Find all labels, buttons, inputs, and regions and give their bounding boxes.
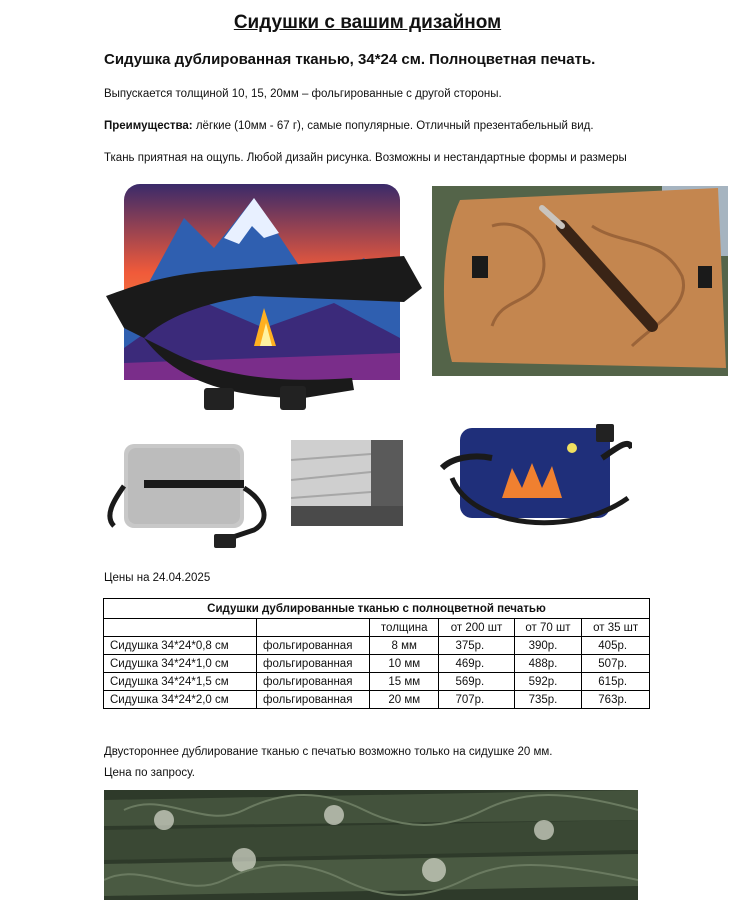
table-row	[104, 637, 650, 655]
thickness-line: Выпускается толщиной 10, 15, 20мм – фольгированные с другой стороны.	[104, 88, 502, 100]
row-price-35: 763р.	[582, 691, 650, 709]
double-sided-note: Двустороннее дублирование тканью с печатью возможно только на сидушке 20 мм.	[104, 746, 553, 758]
fabric-line: Ткань приятная на ощупь. Любой дизайн рисунка. Возможны и нестандартные формы и размеры	[104, 152, 627, 164]
map-seat-photo	[432, 186, 728, 376]
prices-date: Цены на 24.04.2025	[104, 572, 211, 584]
table-row	[104, 691, 650, 709]
header-cell: от 200 шт	[439, 619, 514, 637]
header-cell	[257, 619, 370, 637]
product-subtitle: Сидушка дублированная тканью, 34*24 см. Полноцветная печать.	[104, 51, 596, 68]
header-cell: от 35 шт	[582, 619, 650, 637]
table-header-row	[104, 619, 650, 637]
row-type: фольгированная	[257, 691, 370, 709]
row-thickness: 8 мм	[370, 637, 439, 655]
advantages-label: Преимущества:	[104, 120, 193, 132]
row-price-70: 735р.	[514, 691, 582, 709]
row-price-200: 375р.	[439, 637, 514, 655]
header-cell: толщина	[370, 619, 439, 637]
row-price-35: 615р.	[582, 673, 650, 691]
row-name: Сидушка 34*24*1,0 см	[104, 655, 257, 673]
row-type: фольгированная	[257, 655, 370, 673]
advantages-text: лёгкие (10мм - 67 г), самые популярные. Отличный презентабельный вид.	[192, 120, 594, 132]
price-request-note: Цена по запросу.	[104, 767, 195, 779]
row-price-200: 569р.	[439, 673, 514, 691]
page-title: Сидушки с вашим дизайном	[233, 12, 502, 33]
header-cell	[104, 619, 257, 637]
row-thickness: 15 мм	[370, 673, 439, 691]
foil-closeup-photo	[291, 440, 403, 526]
row-thickness: 10 мм	[370, 655, 439, 673]
row-type: фольгированная	[257, 637, 370, 655]
mountain-seat-photo	[104, 178, 430, 418]
packaged-seats-photo	[104, 790, 638, 900]
row-type: фольгированная	[257, 673, 370, 691]
row-price-70: 488р.	[514, 655, 582, 673]
row-price-200: 707р.	[439, 691, 514, 709]
row-price-200: 469р.	[439, 655, 514, 673]
row-thickness: 20 мм	[370, 691, 439, 709]
row-price-35: 507р.	[582, 655, 650, 673]
row-name: Сидушка 34*24*1,5 см	[104, 673, 257, 691]
fox-seat-photo	[432, 418, 632, 548]
header-cell: от 70 шт	[514, 619, 582, 637]
row-name: Сидушка 34*24*0,8 см	[104, 637, 257, 655]
row-price-35: 405р.	[582, 637, 650, 655]
price-table	[103, 598, 650, 709]
table-row	[104, 673, 650, 691]
advantages-line	[104, 120, 594, 132]
row-price-70: 592р.	[514, 673, 582, 691]
table-row	[104, 655, 650, 673]
foil-seat-photo	[104, 440, 274, 552]
table-caption: Сидушки дублированные тканью с полноцветной печатью	[104, 599, 650, 619]
row-price-70: 390р.	[514, 637, 582, 655]
row-name: Сидушка 34*24*2,0 см	[104, 691, 257, 709]
